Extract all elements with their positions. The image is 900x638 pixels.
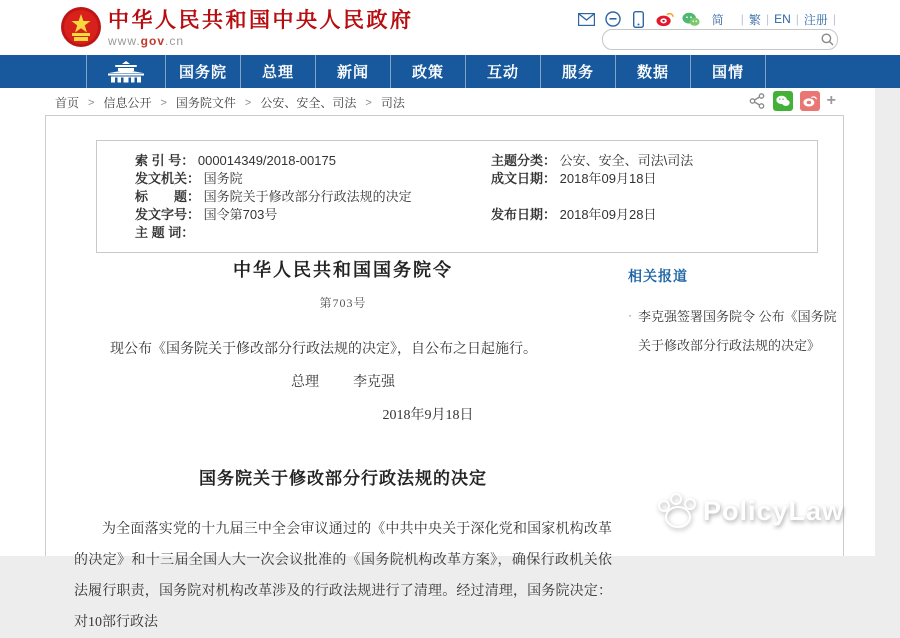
nav-item-policy[interactable]: 政策 <box>391 55 466 88</box>
decree-title: 中华人民共和国国务院令 <box>233 260 453 280</box>
site-title: 中华人民共和国中央人民政府 <box>108 9 414 32</box>
nav-item-interaction[interactable]: 互动 <box>466 55 541 88</box>
national-emblem-icon <box>60 6 102 48</box>
accessibility-icon[interactable] <box>604 10 622 28</box>
meta-label-keywords: 主 题 词： <box>135 225 195 240</box>
document-content <box>60 256 626 638</box>
watermark-text: PolicyLaw <box>702 495 844 526</box>
main-nav <box>0 55 900 88</box>
meta-label-issuing-agency: 发文机关： <box>135 171 201 186</box>
meta-row <box>135 152 807 170</box>
site-logo[interactable] <box>60 6 414 49</box>
breadcrumb-separator: > <box>88 96 95 109</box>
related-reports <box>628 266 840 360</box>
signer-name: 李克强 <box>353 375 395 390</box>
related-report-link[interactable] <box>628 302 840 360</box>
meta-label-subject-category: 主题分类： <box>491 153 557 168</box>
nav-item-services[interactable]: 服务 <box>541 55 616 88</box>
nav-item-data[interactable]: 数据 <box>616 55 691 88</box>
share-wechat-icon[interactable] <box>773 91 793 111</box>
search-icon[interactable] <box>817 32 837 48</box>
language-links: 简 | 繁 | EN | 注册 | <box>711 12 836 27</box>
meta-label-title: 标 题： <box>135 189 201 204</box>
meta-value-issuing-agency: 国务院 <box>203 171 243 186</box>
site-url: www.gov.cn <box>108 34 185 48</box>
breadcrumb-state-council-documents[interactable]: 国务院文件 <box>175 96 236 110</box>
breadcrumb <box>55 94 405 111</box>
meta-row <box>135 206 807 224</box>
breadcrumb-separator: > <box>160 96 167 109</box>
share-icon[interactable] <box>748 92 766 110</box>
breadcrumb-info-disclosure[interactable]: 信息公开 <box>103 96 152 110</box>
share-weibo-icon[interactable] <box>800 91 820 111</box>
meta-value-index-number: 000014349/2018-00175 <box>197 153 336 168</box>
decree-date: 2018年9月18日 <box>382 408 474 423</box>
breadcrumb-home[interactable]: 首页 <box>55 96 80 110</box>
meta-row <box>135 224 807 242</box>
mobile-icon[interactable] <box>630 10 648 28</box>
decree-body-text: 现公布《国务院关于修改部分行政法规的决定》，自公布之日起施行。 <box>110 342 537 357</box>
lang-traditional[interactable]: 繁 <box>748 12 761 27</box>
wechat-icon[interactable] <box>682 10 700 28</box>
meta-row <box>135 188 807 206</box>
meta-row <box>135 170 807 188</box>
meta-label-document-number: 发文字号： <box>135 207 201 222</box>
nav-home-tiananmen-icon[interactable] <box>86 55 166 88</box>
decision-paragraph: 为全面落实党的十九届三中全会审议通过的《中共中央关于深化党和国家机构改革的决定》和十三届全国人大一次会议批准的《国务院机构改革方案》，确保行政机关依法履行职责，国务院对机构改革涉及的行政法规进行了清理。经过清理，国务院决定：对10部行政法 <box>74 522 612 630</box>
related-report-text: 李克强签署国务院令 公布《国务院关于修改部分行政法规的决定》 <box>638 309 837 353</box>
search-box <box>602 29 838 50</box>
document-meta-table <box>96 140 818 253</box>
signer-label: 总理 <box>291 375 319 390</box>
meta-label-written-date: 成文日期： <box>491 171 557 186</box>
related-reports-title: 相关报道 <box>628 268 688 284</box>
search-input[interactable] <box>613 31 817 48</box>
breadcrumb-separator: > <box>365 96 372 109</box>
nav-item-premier[interactable]: 总理 <box>241 55 316 88</box>
decision-title: 国务院关于修改部分行政法规的决定 <box>199 469 487 488</box>
breadcrumb-justice[interactable]: 司法 <box>380 96 405 110</box>
header-quick-bar <box>578 9 836 29</box>
list-bullet: · <box>628 308 632 322</box>
weibo-icon[interactable] <box>656 10 674 28</box>
nav-item-news[interactable]: 新闻 <box>316 55 391 88</box>
nav-item-national-conditions[interactable]: 国情 <box>691 55 766 88</box>
lang-simplified[interactable]: 简 <box>711 12 724 27</box>
decree-number: 第703号 <box>319 296 367 310</box>
meta-value-written-date: 2018年09月18日 <box>559 171 657 186</box>
meta-value-subject-category: 公安、安全、司法\司法 <box>559 153 694 168</box>
share-bar <box>748 91 836 111</box>
site-header <box>0 0 900 55</box>
meta-label-publish-date: 发布日期： <box>491 207 557 222</box>
meta-label-index-number: 索 引 号： <box>135 153 195 168</box>
mail-icon[interactable] <box>578 10 596 28</box>
share-more-button[interactable]: + <box>826 92 836 109</box>
register-link[interactable]: 注册 <box>803 12 828 27</box>
breadcrumb-public-security-justice[interactable]: 公安、安全、司法 <box>260 96 357 110</box>
breadcrumb-separator: > <box>244 96 252 109</box>
meta-value-title: 国务院关于修改部分行政法规的决定 <box>203 189 412 204</box>
nav-item-state-council[interactable]: 国务院 <box>166 55 241 88</box>
meta-value-document-number: 国令第703号 <box>203 207 278 222</box>
decree-signer <box>60 371 626 391</box>
meta-value-publish-date: 2018年09月28日 <box>559 207 657 222</box>
lang-english[interactable]: EN <box>774 12 791 26</box>
